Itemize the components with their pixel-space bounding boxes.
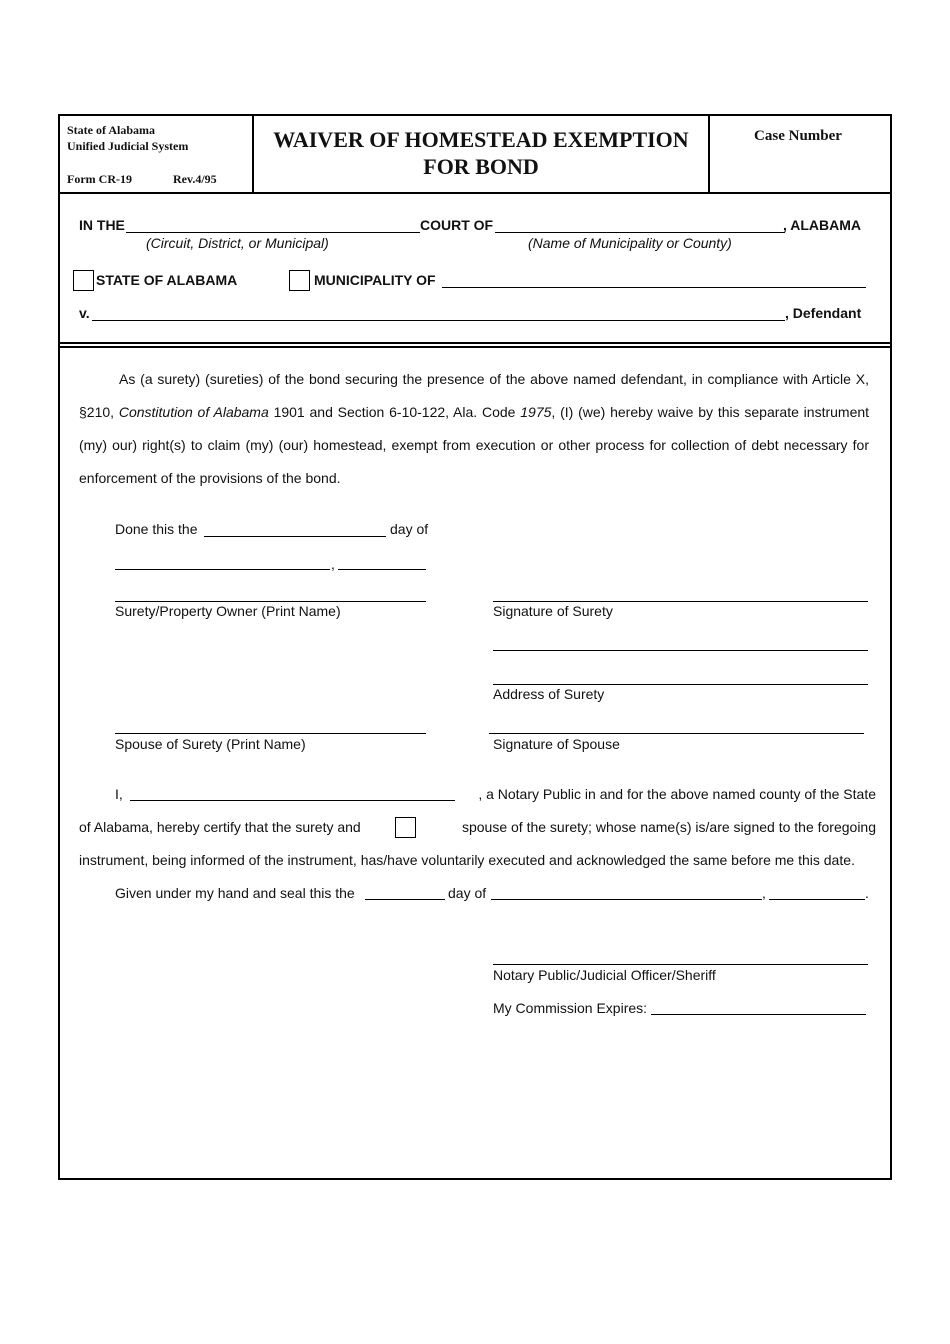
caption-divider-2	[60, 346, 890, 348]
court-type-field[interactable]	[126, 232, 420, 233]
caption-divider-1	[60, 342, 890, 344]
municipality-of-label: MUNICIPALITY OF	[314, 272, 436, 288]
municipality-name-field[interactable]	[442, 287, 866, 288]
court-type-hint: (Circuit, District, or Municipal)	[146, 235, 329, 251]
code-year: 1975	[520, 404, 552, 420]
constitution-title: Constitution of Alabama	[118, 404, 269, 420]
surety-address-line-1[interactable]	[493, 650, 868, 651]
notary-text-b2: spouse of the surety; whose name(s) is/are signed to the foregoing	[461, 819, 876, 835]
surety-address-label: Address of Surety	[493, 686, 605, 702]
municipality-hint: (Name of Municipality or County)	[528, 235, 732, 251]
given-day-of-label: day of	[448, 885, 487, 901]
day-of-label: day of	[390, 521, 429, 537]
header-state: State of Alabama	[67, 123, 155, 137]
waiver-paragraph	[79, 363, 869, 495]
surety-print-name-label: Surety/Property Owner (Print Name)	[115, 603, 341, 619]
notary-signature-line[interactable]	[493, 964, 868, 965]
notary-text-b1: of Alabama, hereby certify that the surety and	[79, 819, 361, 835]
notary-name-field[interactable]	[130, 800, 455, 801]
done-year-field[interactable]	[338, 569, 426, 570]
page-title: WAIVER OF HOMESTEAD EXEMPTION	[273, 127, 689, 152]
surety-signature-label: Signature of Surety	[493, 603, 613, 619]
spouse-signature-label: Signature of Spouse	[493, 736, 620, 752]
spouse-checkbox[interactable]	[395, 817, 416, 838]
date-comma: ,	[331, 556, 335, 572]
notary-text-a: , a Notary Public in and for the above named county of the State	[478, 786, 876, 802]
waiver-text-c: , (I) (we) hereby waive by this separate instrument (my) our) right(s) to claim (my) (our) homestead, exempt from execution or other process for collection of debt necessary for enforcement of the provisions of the bond.	[79, 404, 870, 486]
surety-print-name-line[interactable]	[115, 601, 426, 602]
notary-i-label: I,	[115, 786, 123, 802]
court-of-label: COURT OF	[420, 217, 494, 233]
done-day-field[interactable]	[204, 536, 386, 537]
done-month-field[interactable]	[115, 569, 330, 570]
header-system: Unified Judicial System	[67, 139, 189, 153]
waiver-text-b: 1901 and Section 6-10-122, Ala. Code	[273, 404, 516, 420]
given-day-field[interactable]	[365, 899, 445, 900]
versus-label: v.	[79, 305, 90, 321]
in-the-label: IN THE	[79, 217, 125, 233]
state-of-alabama-label: STATE OF ALABAMA	[96, 272, 238, 288]
case-number-label: Case Number	[754, 128, 842, 144]
given-month-field[interactable]	[491, 899, 762, 900]
header-form-number: Form CR-19	[67, 172, 132, 186]
header-right-cell	[708, 114, 890, 192]
given-period: .	[865, 885, 869, 901]
spouse-print-name-label: Spouse of Surety (Print Name)	[115, 736, 306, 752]
municipality-checkbox[interactable]	[289, 270, 310, 291]
commission-expires-label: My Commission Expires:	[493, 1000, 648, 1016]
spouse-print-name-line[interactable]	[115, 733, 426, 734]
defendant-name-field[interactable]	[92, 320, 785, 321]
given-comma: ,	[762, 885, 766, 901]
surety-address-line-2[interactable]	[493, 684, 868, 685]
court-location-field[interactable]	[495, 232, 785, 233]
defendant-label: , Defendant	[785, 305, 862, 321]
header-revision: Rev.4/95	[173, 172, 217, 186]
header-divider	[60, 192, 890, 194]
notary-title-label: Notary Public/Judicial Officer/Sheriff	[493, 967, 716, 983]
given-label: Given under my hand and seal this the	[115, 885, 355, 901]
waiver-text-a: As (a surety) (sureties) of the bond securing the presence of the above named defendant, in compliance with Article X, §210,	[79, 371, 869, 420]
page-title-line2: FOR BOND	[423, 154, 539, 179]
alabama-label: , ALABAMA	[783, 217, 862, 233]
surety-signature-line[interactable]	[493, 601, 868, 602]
commission-expires-field[interactable]	[651, 1014, 866, 1015]
spouse-signature-line[interactable]	[489, 733, 864, 734]
notary-text-c: instrument, being informed of the instrument, has/have voluntarily executed and acknowledged the same before me this date.	[79, 852, 855, 868]
state-of-alabama-checkbox[interactable]	[73, 270, 94, 291]
given-year-field[interactable]	[769, 899, 865, 900]
done-this-label: Done this the	[115, 521, 198, 537]
